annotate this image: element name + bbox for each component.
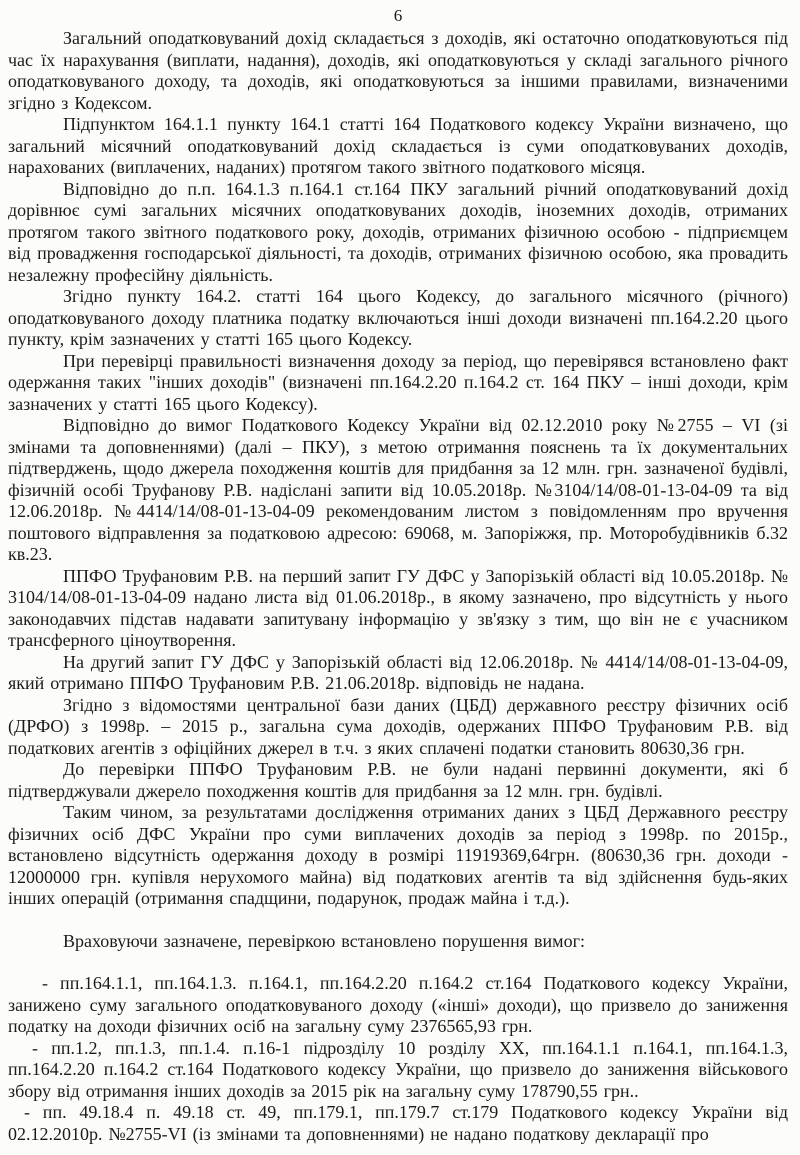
violation-item: - пп.164.1.1, пп.164.1.3. п.164.1, пп.164.2.20 п.164.2 ст.164 Податкового кодексу України, занижено суму загального оподатковуваного доходу («інші» доходи), що призвело до заниження податку на доходи фізичних осіб на загальну суму 2376565,93 грн. [8,973,788,1036]
paragraph: Загальний оподатковуваний дохід складається з доходів, які остаточно оподатковуються під час їх нарахування (виплати, надання), доходів, які оподатковуються у складі загального річного оподатковуваного доходу, та доходів, які оподатковуються за іншими правилами, визначеними згідно з Кодексом. [8,28,788,113]
paragraph: Згідно з відомостями центральної бази даних (ЦБД) державного реєстру фізичних осіб (ДРФО) з 1998р. – 2015 р., загальна сума доходів, одержаних ППФО Труфановим Р.В. від податкових агентів з офіційних джерел в т.ч. з яких сплачені податки становить 80630,36 грн. [8,694,788,758]
paragraph: Відповідно до п.п. 164.1.3 п.164.1 ст.164 ПКУ загальний річний оподатковуваний дохід дорівнює сумі загальних місячних оподатковуваних доходів, іноземних доходів, отриманих протягом такого звітного податкового року, доходів, отриманих фізичною особою - підприємцем від провадження господарської діяльності, та доходів, отриманих фізичною особою, яка провадить незалежну професійну діяльність. [8,178,788,285]
page-number: 6 [393,6,403,25]
paragraph: Підпунктом 164.1.1 пункту 164.1 статті 164 Податкового кодексу України визначено, що загальний місячний оподатковуваний дохід складається із суми оподатковуваних доходів, нарахованих (виплачених, наданих) протягом такого звітного податкового місяця. [8,114,788,177]
paragraph: На другий запит ГУ ДФС у Запорізькій області від 12.06.2018р. № 4414/14/08-01-13-04-09, який отримано ППФО Труфановим Р.В. 21.06.2018р. відповідь не надана. [8,651,788,693]
paragraph-violations-intro: Враховуючи зазначене, перевіркою встановлено порушення вимог: [63,930,585,951]
paragraph: Таким чином, за результатами дослідження отриманих даних з ЦБД Державного реєстру фізичних осіб ДФС України про суми виплачених доходів за період з 1998р. по 2015р., встановлено відсутність одержання доходу в розмірі 11919369,64грн. (80630,36 грн. доходи - 12000000 грн. купівля нерухомого майна) від податкових агентів та від здійснення будь-яких інших операцій (отримання спадщини, подарунок, продаж майна і т.д.). [8,802,788,908]
violation-item: - пп. 49.18.4 п. 49.18 ст. 49, пп.179.1, пп.179.7 ст.179 Податкового кодексу України від 02.12.2010р. №2755-VI (із змінами та доповненнями) не надано податкову декларації про [8,1102,788,1144]
paragraph: Відповідно до вимог Податкового Кодексу України від 02.12.2010 року №2755 – VI (зі змінами та доповненнями) (далі – ПКУ), з метою отримання пояснень та їх документальних підтверджень, щодо джерела походження коштів для придбання за 12 млн. грн. зазначеної будівлі, фізичній особі Труфанову Р.В. надіслані запити від 10.05.2018р. №3104/14/08-01-13-04-09 та від 12.06.2018р. №4414/14/08-01-13-04-09 рекомендованим листом з повідомленням про вручення поштового відправлення за податковою адресою: 69068, м. Запоріжжя, пр. Моторобудівників б.32 кв.23. [8,415,788,564]
paragraph: При перевірці правильності визначення доходу за період, що перевірявся встановлено факт одержання таких "інших доходів" (визначені пп.164.2.20 п.164.2 ст. 164 ПКУ – інші доходи, крім зазначених у статті 165 цього Кодексу). [8,350,788,414]
violation-item: - пп.1.2, пп.1.3, пп.1.4. п.16-1 підрозділу 10 розділу ХХ, пп.164.1.1 п.164.1, пп.164.1.3, пп.164.2.20 п.164.2 ст.164 Податкового кодексу України, що призвело до заниження військового збору від отримання інших доходів за 2015 рік на загальну суму 178790,55 грн.. [8,1037,788,1101]
paragraph: До перевірки ППФО Труфановим Р.В. не були надані первинні документи, які б підтверджували джерело походження коштів для придбання за 12 млн. грн. будівлі. [8,759,788,801]
paragraph: ППФО Труфановим Р.В. на перший запит ГУ ДФС у Запорізькій області від 10.05.2018р. № 3104/14/08-01-13-04-09 надано листа від 01.06.2018р., в якому зазначено, про відсутність у нього законодавчих підстав надавати запитувану інформацію у зв'язку з тим, що він не є учасником трансферного ціноутворення. [8,565,788,650]
paragraph: Згідно пункту 164.2. статті 164 цього Кодексу, до загального місячного (річного) оподатковуваного доходу платника податку включаються інші доходи визначені пп.164.2.20 цього пункту, крім зазначених у статті 165 цього Кодексу. [8,286,788,349]
